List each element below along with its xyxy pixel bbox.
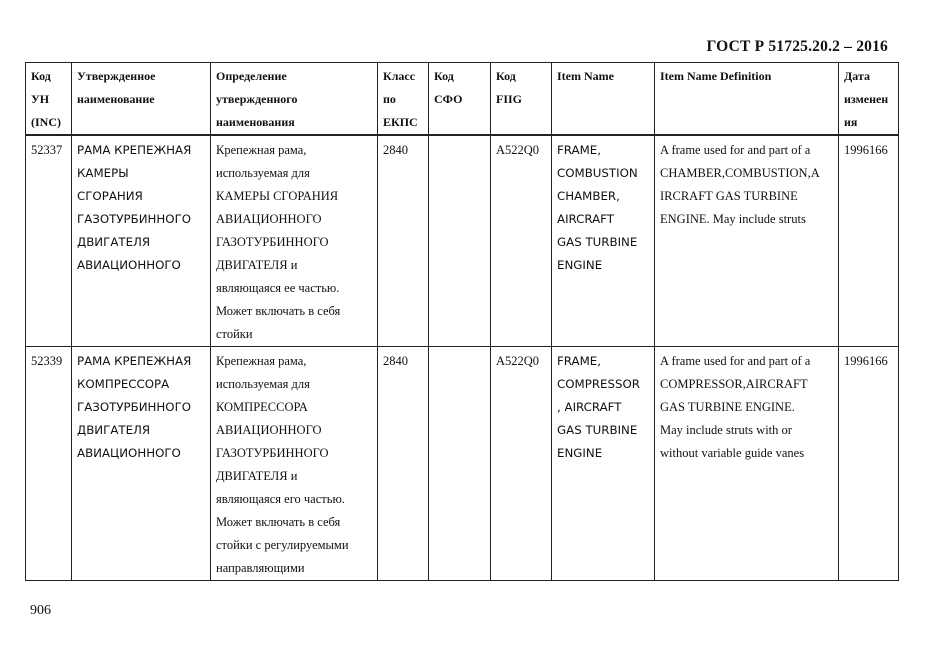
cell-date: 1996166: [839, 347, 899, 581]
cell-approved-name: РАМА КРЕПЕЖНАЯ КОМПРЕССОРА ГАЗОТУРБИННОГО ДВИГАТЕЛЯ АВИАЦИОННОГО: [72, 347, 211, 581]
page-number: 906: [30, 603, 51, 618]
cell-item-definition: A frame used for and part of a COMPRESSOR,AIRCRAFT GAS TURBINE ENGINE. May include struts with or without variable guide vanes: [655, 347, 839, 581]
cell-inc: 52337: [26, 135, 72, 347]
cell-item-name: FRAME, COMPRESSOR , AIRCRAFT GAS TURBINE ENGINE: [552, 347, 655, 581]
column-header-inc: Код УН (INC): [26, 63, 72, 136]
cell-fiig: A522Q0: [491, 135, 552, 347]
table-row: [26, 347, 899, 581]
item-name-table: [25, 62, 899, 581]
column-header-approved-name: Утвержденное наименование: [72, 63, 211, 136]
cell-class: 2840: [378, 135, 429, 347]
column-header-item-definition: Item Name Definition: [655, 63, 839, 136]
cell-inc: 52339: [26, 347, 72, 581]
cell-sfo: [429, 135, 491, 347]
column-header-definition: Определение утвержденного наименования: [211, 63, 378, 136]
column-header-fiig: Код FIIG: [491, 63, 552, 136]
column-header-date: Дата изменен ия: [839, 63, 899, 136]
cell-approved-name: РАМА КРЕПЕЖНАЯ КАМЕРЫ СГОРАНИЯ ГАЗОТУРБИННОГО ДВИГАТЕЛЯ АВИАЦИОННОГО: [72, 135, 211, 347]
cell-definition: Крепежная рама, используемая для КОМПРЕССОРА АВИАЦИОННОГО ГАЗОТУРБИННОГО ДВИГАТЕЛЯ и являющаяся его частью. Может включать в себя стойки с регулируемыми направляющими: [211, 347, 378, 581]
cell-item-definition: A frame used for and part of a CHAMBER,COMBUSTION,A IRCRAFT GAS TURBINE ENGINE. May include struts: [655, 135, 839, 347]
table-header-row: [26, 63, 899, 136]
cell-class: 2840: [378, 347, 429, 581]
table-row: [26, 135, 899, 347]
cell-item-name: FRAME, COMBUSTION CHAMBER, AIRCRAFT GAS TURBINE ENGINE: [552, 135, 655, 347]
column-header-sfo: Код СФО: [429, 63, 491, 136]
cell-fiig: A522Q0: [491, 347, 552, 581]
document-standard-header: ГОСТ Р 51725.20.2 – 2016: [706, 38, 888, 55]
column-header-class: Класс по ЕКПС: [378, 63, 429, 136]
cell-definition: Крепежная рама, используемая для КАМЕРЫ СГОРАНИЯ АВИАЦИОННОГО ГАЗОТУРБИННОГО ДВИГАТЕЛЯ и являющаяся ее частью. Может включать в себя стойки: [211, 135, 378, 347]
cell-date: 1996166: [839, 135, 899, 347]
column-header-item-name: Item Name: [552, 63, 655, 136]
cell-sfo: [429, 347, 491, 581]
